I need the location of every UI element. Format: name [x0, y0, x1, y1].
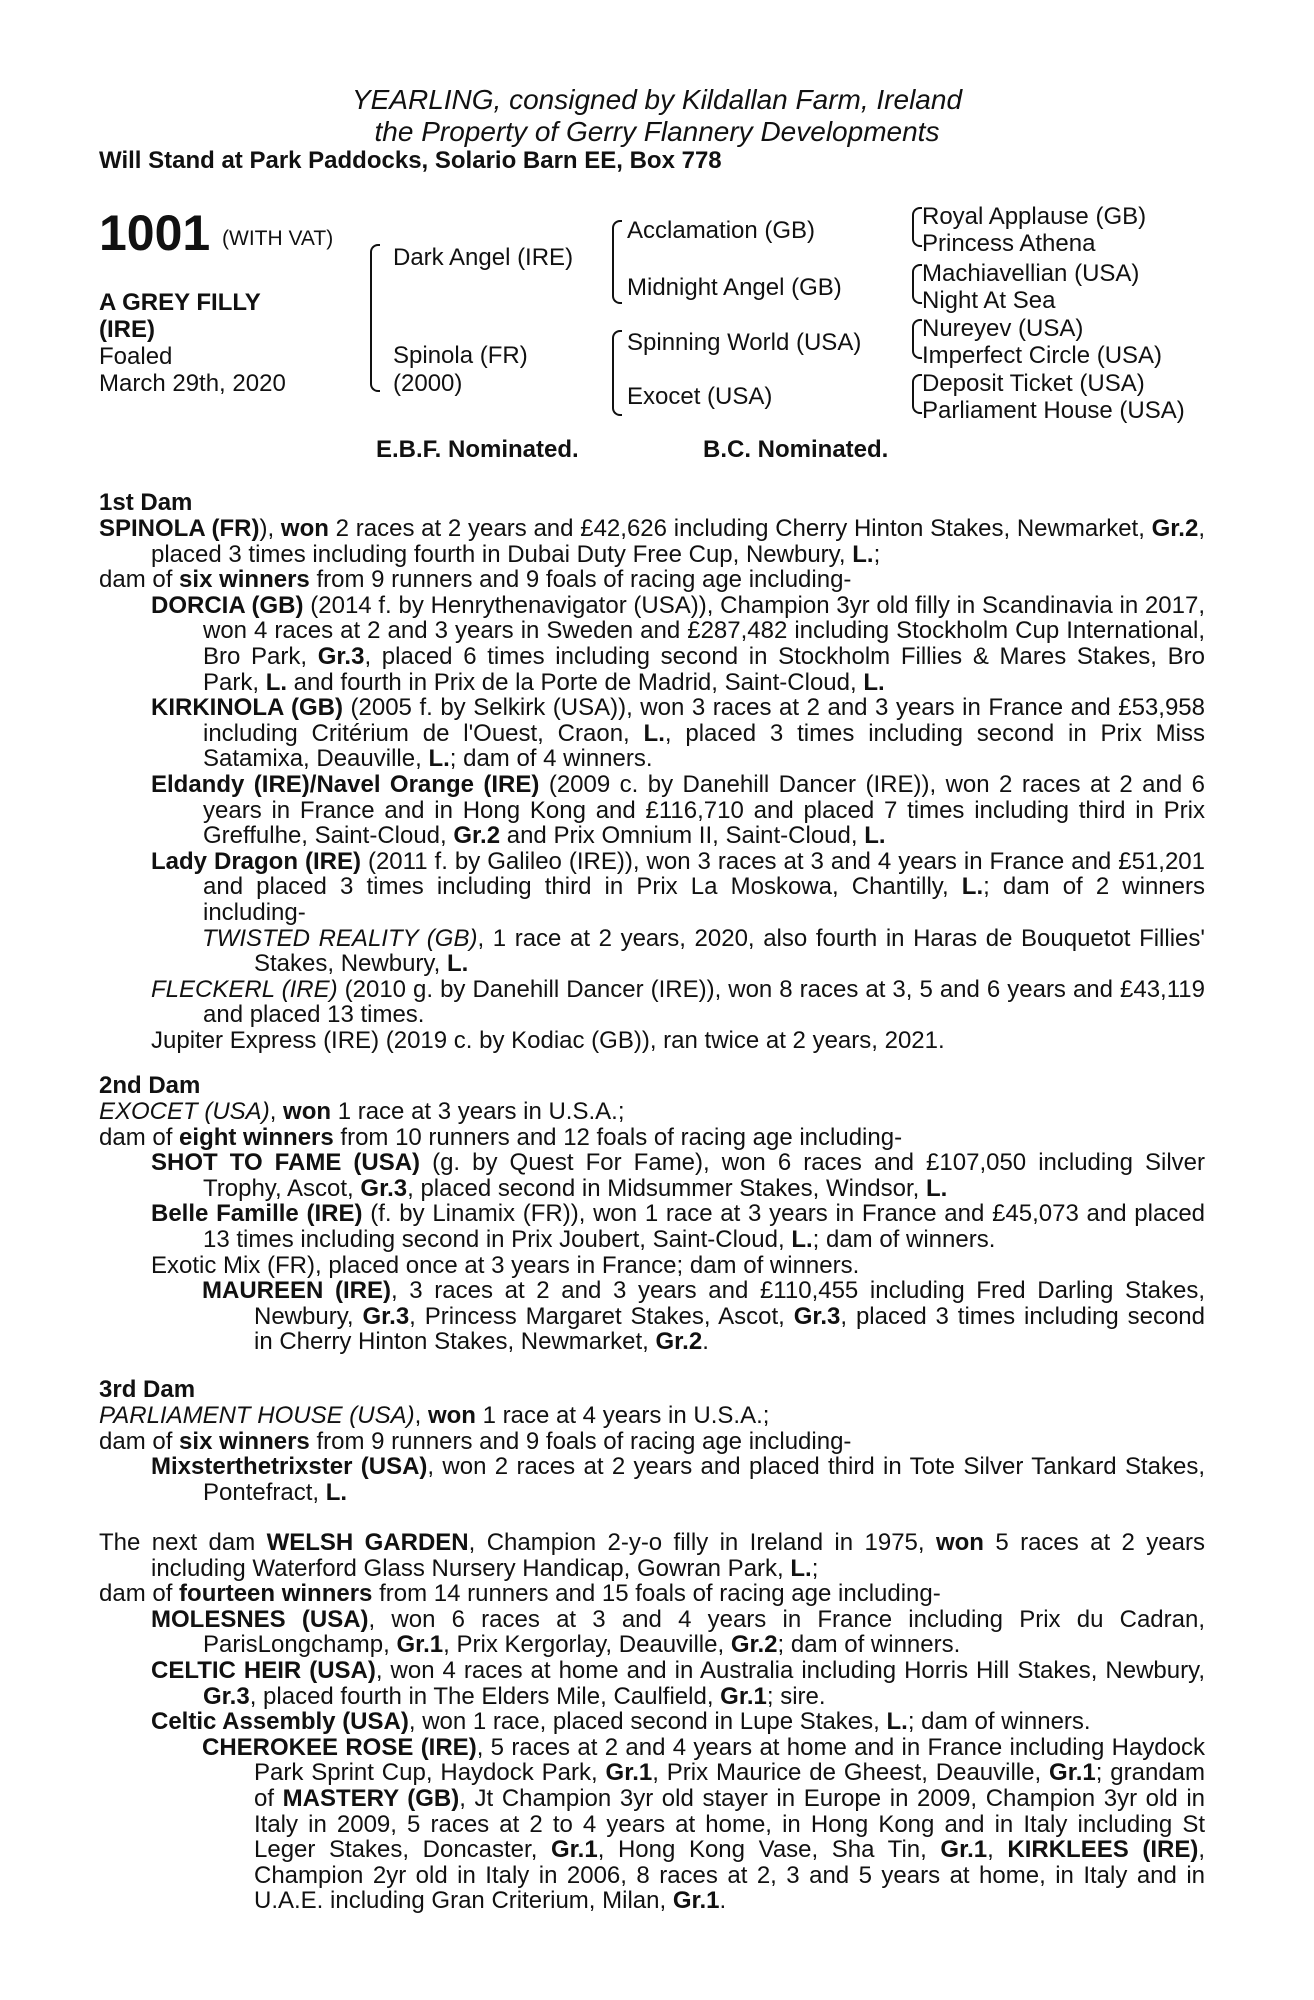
bold-text: Gr.3 — [793, 1302, 841, 1330]
third-dam-heading: 3rd Dam — [99, 1376, 196, 1403]
bold-text: Gr.1 — [1049, 1759, 1096, 1787]
text-run: dam of — [99, 1123, 180, 1151]
ancestor-2: Princess Athena — [922, 230, 1096, 257]
record-paragraph — [99, 1735, 1205, 1914]
ancestor-6: Imperfect Circle (USA) — [922, 342, 1163, 369]
bold-text: DORCIA (GB) — [151, 591, 304, 619]
record-paragraph — [99, 1278, 1205, 1355]
text-run: , placed 3 times including fourth in Dubai Duty Free Cup, Newbury, — [151, 515, 1205, 568]
text-run: ; dam of 4 winners. — [449, 745, 653, 773]
text-run: , placed second in Midsummer Stakes, Windsor, — [407, 1174, 926, 1202]
record-paragraph — [99, 1581, 1205, 1607]
record-paragraph — [99, 1403, 1205, 1429]
vat-note: (WITH VAT) — [222, 227, 334, 250]
text-run: 1 race at 3 years in U.S.A.; — [331, 1098, 625, 1125]
dam-sire: Spinning World (USA) — [627, 329, 862, 356]
text-run: (2014 f. by Henrythenavigator (USA)), Champion 3yr old filly in Scandinavia in 2017, won 4 races at 2 and 3 years in Sweden and £287,482 including Stockholm Cup International, Bro Park, — [203, 591, 1205, 670]
next-dam-section — [99, 1530, 1205, 1914]
third-dam-record — [99, 1403, 1205, 1505]
bold-text: L. — [961, 873, 984, 901]
bold-text: Gr.3 — [360, 1174, 408, 1202]
sire-name: Dark Angel (IRE) — [393, 244, 574, 271]
italic-text: PARLIAMENT HOUSE (USA) — [99, 1402, 415, 1429]
bold-text: SPINOLA (FR) — [99, 515, 260, 542]
bold-text: Gr.1 — [605, 1759, 653, 1787]
text-run: , Hong Kong Vase, Sha Tin, — [597, 1836, 941, 1864]
text-run: , placed fourth in The Elders Mile, Caulfield, — [249, 1682, 721, 1710]
text-run: , Champion 2yr old in Italy in 2006, 8 races at 2, 3 and 5 years at home, in Italy and in U.A.E. including Gran Criterium, Milan, — [254, 1836, 1206, 1915]
ancestor-1: Royal Applause (GB) — [922, 203, 1147, 230]
text-run: ; dam of winners. — [777, 1631, 961, 1659]
foaled-label: Foaled — [99, 343, 173, 370]
bold-text: Eldandy (IRE)/Navel Orange (IRE) — [151, 770, 540, 798]
text-run: ), — [259, 515, 281, 542]
record-paragraph — [99, 926, 1205, 977]
text-run: The next dam — [99, 1529, 267, 1556]
record-paragraph — [99, 1607, 1205, 1658]
pedigree-brace — [612, 330, 622, 416]
text-run: , placed 3 times including second in Prix Miss Satamixa, Deauville, — [203, 719, 1205, 773]
bold-text: MASTERY (GB) — [282, 1784, 460, 1812]
text-run: from 9 runners and 9 foals of racing age including- — [309, 1427, 852, 1455]
bold-text: fourteen winners — [179, 1580, 373, 1608]
pedigree-brace — [612, 220, 622, 304]
text-run: Exotic Mix (FR), placed once at 3 years in France; dam of winners. — [151, 1251, 860, 1279]
horse-description: A GREY FILLY — [99, 289, 261, 316]
bold-text: L. — [791, 1225, 813, 1253]
text-run: ; — [811, 1554, 819, 1582]
ancestor-7: Deposit Ticket (USA) — [922, 370, 1145, 397]
text-run: , Prix Maurice de Gheest, Deauville, — [652, 1759, 1050, 1787]
bold-text: Gr.3 — [317, 642, 365, 670]
record-paragraph — [99, 593, 1205, 695]
text-run: (g. by Quest For Fame), won 6 races and £107,050 including Silver Trophy, Ascot, — [203, 1149, 1205, 1202]
bold-text: SHOT TO FAME (USA) — [151, 1149, 421, 1177]
bold-text: Gr.1 — [720, 1682, 767, 1710]
text-run: dam of — [99, 1427, 180, 1455]
bold-text: L. — [428, 745, 450, 773]
record-paragraph — [99, 1429, 1205, 1455]
text-run: , Champion 2-y-o filly in Ireland in 1975, — [468, 1529, 936, 1556]
ancestor-4: Night At Sea — [922, 287, 1056, 314]
bold-text: Gr.2 — [1151, 515, 1199, 542]
record-paragraph — [99, 1099, 1205, 1125]
pedigree-brace — [370, 244, 380, 392]
bold-text: Celtic Assembly (USA) — [151, 1708, 409, 1736]
record-paragraph — [99, 1125, 1205, 1151]
record-paragraph — [99, 977, 1205, 1028]
text-run: (2010 g. by Danehill Dancer (IRE)), won 8 races at 3, 5 and 6 years and £43,119 and placed 13 times. — [203, 975, 1205, 1029]
text-run: and Prix Omnium II, Saint-Cloud, — [500, 822, 865, 850]
text-run: from 9 runners and 9 foals of racing age including- — [309, 566, 852, 594]
bold-text: Gr.2 — [655, 1328, 703, 1356]
record-paragraph — [99, 1530, 1205, 1581]
record-paragraph — [99, 1454, 1205, 1505]
horse-origin: (IRE) — [99, 316, 155, 343]
pedigree-brace — [912, 374, 922, 414]
next-dam-record — [99, 1530, 1205, 1914]
bold-text: KIRKINOLA (GB) — [151, 694, 343, 722]
text-run: , 3 races at 2 and 3 years and £110,455 including Fred Darling Stakes, Newbury, — [254, 1277, 1206, 1330]
text-run: dam of — [99, 566, 180, 594]
bold-text: L. — [852, 540, 874, 568]
bold-text: L. — [325, 1478, 348, 1506]
bold-text: L. — [265, 668, 288, 696]
text-run: (2005 f. by Selkirk (USA)), won 3 races at 2 and 3 years in France and £53,958 including Critérium de l'Ouest, Craon, — [203, 694, 1205, 747]
bold-text: L. — [863, 668, 885, 696]
second-dam-section — [99, 1073, 1205, 1355]
first-dam-section — [99, 490, 1205, 1053]
bold-text: Gr.1 — [940, 1836, 988, 1864]
text-run: ; grandam of — [254, 1759, 1206, 1812]
record-paragraph — [99, 516, 1205, 567]
text-run: from 14 runners and 15 foals of racing age including- — [372, 1580, 941, 1608]
text-run: , 1 race at 2 years, 2020, also fourth in Haras de Bouquetot Fillies' Stakes, Newbury, — [254, 924, 1205, 978]
bold-text: Mixsterthetrixster (USA) — [151, 1453, 428, 1481]
bold-text: KIRKLEES (IRE) — [1007, 1836, 1199, 1864]
text-run: 2 races at 2 years and £42,626 including Cherry Hinton Stakes, Newmarket, — [328, 515, 1152, 542]
text-run: 5 races at 2 years including Waterford Glass Nursery Handicap, Gowran Park, — [151, 1529, 1205, 1582]
bc-nomination: B.C. Nominated. — [703, 436, 889, 463]
record-paragraph — [99, 1709, 1205, 1735]
text-run: ; sire. — [766, 1682, 826, 1710]
text-run: dam of — [99, 1580, 180, 1608]
bold-text: Belle Famille (IRE) — [151, 1200, 363, 1228]
text-run: , — [987, 1836, 1008, 1864]
bold-text: L. — [886, 1708, 908, 1736]
bold-text: WELSH GARDEN — [266, 1529, 469, 1556]
sire-sire: Acclamation (GB) — [627, 217, 816, 244]
property-line: the Property of Gerry Flannery Developments — [374, 116, 940, 147]
first-dam-record — [99, 516, 1205, 1053]
bold-text: won — [935, 1529, 984, 1556]
bold-text: Gr.1 — [550, 1836, 598, 1864]
text-run: ; dam of winners. — [907, 1708, 1091, 1736]
text-run: , won 4 races at home and in Australia including Horris Hill Stakes, Newbury, — [375, 1656, 1205, 1684]
bold-text: six winners — [179, 566, 310, 594]
record-paragraph — [99, 849, 1205, 926]
bold-text: won — [280, 515, 329, 542]
bold-text: won — [283, 1098, 332, 1125]
text-run: (2009 c. by Danehill Dancer (IRE)), won 2 races at 2 and 6 years in France and in Hong Kong and £116,710 and placed 7 times including third in Prix Greffulhe, Saint-Cloud, — [203, 770, 1206, 850]
second-dam-record — [99, 1099, 1205, 1355]
italic-text: FLECKERL (IRE) — [151, 975, 338, 1003]
record-paragraph — [99, 1150, 1205, 1201]
bold-text: Gr.3 — [362, 1302, 410, 1330]
ancestor-5: Nureyev (USA) — [922, 315, 1084, 342]
italic-text: EXOCET (USA) — [99, 1098, 270, 1125]
foaled-date: March 29th, 2020 — [99, 370, 286, 397]
text-run: , placed 6 times including second in Stockholm Fillies & Mares Stakes, Bro Park, — [203, 642, 1205, 696]
bold-text: eight winners — [179, 1123, 334, 1151]
first-dam-heading: 1st Dam — [99, 489, 193, 516]
text-run: from 10 runners and 12 foals of racing age including- — [333, 1123, 903, 1151]
stable-location: Will Stand at Park Paddocks, Solario Barn EE, Box 778 — [99, 147, 722, 174]
ebf-nomination: E.B.F. Nominated. — [376, 436, 579, 463]
text-run: . — [702, 1328, 709, 1356]
bold-text: CHEROKEE ROSE (IRE) — [202, 1733, 477, 1761]
pedigree-brace — [912, 264, 922, 304]
bold-text: Gr.1 — [396, 1631, 444, 1659]
bold-text: L. — [643, 719, 665, 747]
consignor-line: YEARLING, consigned by Kildallan Farm, Ireland — [351, 84, 963, 115]
bold-text: Gr.3 — [203, 1682, 250, 1710]
text-run: , Prix Kergorlay, Deauville, — [443, 1631, 731, 1659]
bold-text: six winners — [179, 1427, 310, 1455]
ancestor-8: Parliament House (USA) — [922, 397, 1185, 424]
record-paragraph — [99, 567, 1205, 593]
bold-text: L. — [790, 1554, 812, 1582]
bold-text: L. — [926, 1174, 948, 1202]
bold-text: Gr.2 — [453, 822, 501, 850]
second-dam-heading: 2nd Dam — [99, 1072, 201, 1099]
bold-text: MOLESNES (USA) — [151, 1605, 369, 1633]
bold-text: won — [427, 1402, 476, 1429]
text-run: , won 2 races at 2 years and placed third in Tote Silver Tankard Stakes, Pontefract, — [203, 1453, 1205, 1506]
record-paragraph — [99, 695, 1205, 772]
bold-text: Gr.2 — [730, 1631, 778, 1659]
text-run: , placed 3 times including second in Cherry Hinton Stakes, Newmarket, — [254, 1302, 1205, 1356]
italic-text: TWISTED REALITY (GB) — [202, 924, 478, 952]
record-paragraph — [99, 1658, 1205, 1709]
record-paragraph — [99, 1253, 1205, 1279]
bold-text: L. — [446, 950, 469, 978]
bold-text: Gr.1 — [672, 1887, 720, 1915]
bold-text: CELTIC HEIR (USA) — [151, 1656, 376, 1684]
text-run: , — [414, 1402, 428, 1429]
record-paragraph — [99, 1028, 1205, 1054]
record-paragraph — [99, 1201, 1205, 1252]
third-dam-section — [99, 1377, 1205, 1505]
text-run: Jupiter Express (IRE) (2019 c. by Kodiac (GB)), ran twice at 2 years, 2021. — [151, 1026, 945, 1054]
sire-dam: Midnight Angel (GB) — [627, 274, 842, 301]
text-run: , won 1 race, placed second in Lupe Stakes, — [408, 1708, 887, 1736]
text-run: (2011 f. by Galileo (IRE)), won 3 races at 3 and 4 years in France and £51,201 and placed 3 times including third in Prix La Moskowa, Chantilly, — [203, 847, 1206, 901]
text-run: and fourth in Prix de la Porte de Madrid, Saint-Cloud, — [287, 668, 864, 696]
dam-year: (2000) — [393, 370, 463, 397]
text-run: , Princess Margaret Stakes, Ascot, — [409, 1302, 794, 1330]
bold-text: MAUREEN (IRE) — [202, 1277, 391, 1305]
bold-text: Lady Dragon (IRE) — [151, 847, 361, 875]
text-run: (f. by Linamix (FR)), won 1 race at 3 years in France and £45,073 and placed 13 times including second in Prix Joubert, Saint-Cloud, — [203, 1200, 1206, 1253]
pedigree-brace — [912, 319, 922, 359]
dam-name: Spinola (FR) — [393, 342, 528, 369]
text-run: ; dam of 2 winners including- — [203, 873, 1205, 926]
pedigree-brace — [912, 207, 922, 247]
lot-number: 1001 — [99, 205, 211, 261]
text-run: , Jt Champion 3yr old stayer in Europe in 2009, Champion 3yr old in Italy in 2009, 5 races at 2 to 4 years at home, in Hong Kong and in Italy including St Leger Stakes, Doncaster, — [254, 1784, 1206, 1864]
text-run: , won 6 races at 3 and 4 years in France including Prix du Cadran, ParisLongchamp, — [203, 1605, 1205, 1659]
text-run: ; — [873, 540, 881, 568]
bold-text: L. — [864, 822, 886, 850]
dam-dam: Exocet (USA) — [627, 383, 773, 410]
text-run: ; dam of winners. — [812, 1225, 996, 1253]
text-run: , 5 races at 2 and 4 years at home and in France including Haydock Park Sprint Cup, Haydock Park, — [254, 1733, 1205, 1787]
text-run: 1 race at 4 years in U.S.A.; — [475, 1402, 770, 1429]
text-run: . — [719, 1887, 727, 1915]
text-run: , — [269, 1098, 284, 1125]
record-paragraph — [99, 772, 1205, 849]
ancestor-3: Machiavellian (USA) — [922, 260, 1140, 287]
